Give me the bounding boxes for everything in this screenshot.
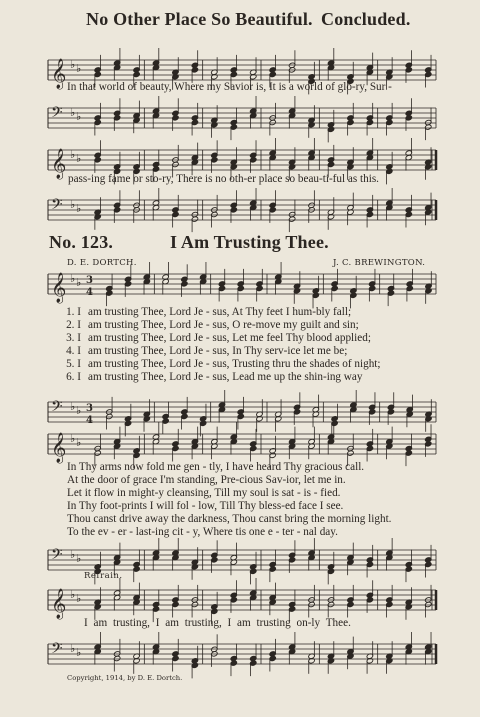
verse-line: In Thy foot-prints I will fol - low, Till Thy bless-ed face I see. [67, 500, 344, 512]
music-staff [0, 270, 480, 303]
svg-text:♭: ♭ [76, 152, 82, 165]
verse-number: 2. I [66, 319, 81, 331]
verse-line: Thou canst drive away the darkness, Thou canst bring the morning light. [67, 513, 392, 525]
svg-text:♭: ♭ [70, 148, 76, 161]
music-staff [0, 104, 480, 134]
svg-text:♭: ♭ [76, 404, 82, 417]
music-staff [0, 586, 480, 619]
svg-text:𝄞: 𝄞 [51, 273, 67, 303]
verse-line: am trusting Thee, Lord Je - sus, Lead me up the shin-ing way [88, 371, 363, 383]
verse-number: 4. I [66, 345, 81, 357]
svg-text:♭: ♭ [70, 106, 76, 119]
music-staff [0, 196, 480, 226]
svg-text:♭: ♭ [76, 202, 82, 215]
svg-text:4: 4 [86, 415, 93, 426]
svg-text:𝄞: 𝄞 [51, 59, 67, 89]
svg-text:♭: ♭ [76, 592, 82, 605]
svg-text:♭: ♭ [76, 62, 82, 75]
svg-text:𝄞: 𝄞 [51, 433, 67, 463]
verse-line: In Thy arms now fold me gen - tly, I have heard Thy gracious call. [67, 461, 365, 473]
concluded-label: Concluded. [321, 9, 411, 29]
verse-line: am trusting Thee, Lord Je - sus, Trusting thru the shades of night; [88, 358, 381, 370]
svg-text:𝄢: 𝄢 [51, 546, 63, 567]
svg-text:3: 3 [86, 275, 93, 286]
svg-text:𝄞: 𝄞 [51, 589, 67, 619]
verse-line: am trusting Thee, Lord Je - sus, In Thy serv-ice let me be; [88, 345, 348, 357]
previous-hymn-title: No Other Place So Beautiful. [86, 9, 313, 29]
svg-text:♭: ♭ [76, 552, 82, 565]
verse-line: am trusting Thee, Lord Je - sus, O re-move my guilt and sin; [88, 319, 359, 331]
lyric-line: In that world of beauty, Where my Savior is, It is a world of glo-ry, Sur - [67, 81, 392, 93]
svg-text:♭: ♭ [76, 646, 82, 659]
svg-text:𝄢: 𝄢 [51, 640, 63, 661]
hymn-title: I Am Trusting Thee. [170, 232, 329, 252]
svg-text:♭: ♭ [70, 588, 76, 601]
verse-line: At the door of grace I'm standing, Pre-cious Sav-ior, let me in. [67, 474, 346, 486]
copyright-notice: Copyright, 1914, by D. E. Dortch. [67, 674, 183, 682]
music-staff [0, 546, 480, 576]
svg-text:3: 3 [86, 403, 93, 414]
svg-text:♭: ♭ [76, 276, 82, 289]
verse-number: 3. I [66, 332, 81, 344]
svg-text:𝄢: 𝄢 [51, 104, 63, 125]
music-staff [0, 430, 480, 463]
lyricist-credit: D. E. DORTCH. [67, 258, 137, 268]
hymn-number: No. 123. [49, 232, 114, 252]
verse-line: am trusting Thee, Lord Je - sus, At Thy feet I hum-bly fall; [88, 306, 352, 318]
verse-line: To the ev - er - last-ing cit - y, Where tis one e - ter - nal day. [67, 526, 338, 538]
verse-line: am trusting Thee, Lord Je - sus, Let me feel Thy blood applied; [88, 332, 371, 344]
lyric-line: pass-ing fame or sto-ry, There is no oth-er place so beau-ti-ful as this. [68, 173, 379, 185]
svg-text:♭: ♭ [70, 548, 76, 561]
svg-text:♭: ♭ [76, 110, 82, 123]
svg-text:4: 4 [86, 287, 93, 298]
verse-number: 1. I [66, 306, 81, 318]
music-staff [0, 640, 480, 670]
verse-line: Let it flow in might-y cleansing, Till my soul is sat - is - fied. [67, 487, 341, 499]
svg-text:♭: ♭ [70, 432, 76, 445]
svg-text:𝄢: 𝄢 [51, 196, 63, 217]
refrain-label: Refrain. [84, 571, 123, 581]
svg-text:𝄞: 𝄞 [51, 149, 67, 179]
refrain-lyric: I am trusting, I am trusting, I am trusting on-ly Thee. [84, 617, 351, 629]
svg-text:♭: ♭ [70, 58, 76, 71]
svg-text:♭: ♭ [70, 272, 76, 285]
svg-text:♭: ♭ [70, 400, 76, 413]
verse-number: 5. I [66, 358, 81, 370]
verse-number: 6. I [66, 371, 81, 383]
svg-text:𝄢: 𝄢 [51, 398, 63, 419]
music-staff [0, 398, 480, 428]
svg-text:♭: ♭ [70, 642, 76, 655]
svg-text:♭: ♭ [70, 198, 76, 211]
svg-text:♭: ♭ [76, 436, 82, 449]
composer-credit: J. C. BREWINGTON. [333, 258, 426, 268]
